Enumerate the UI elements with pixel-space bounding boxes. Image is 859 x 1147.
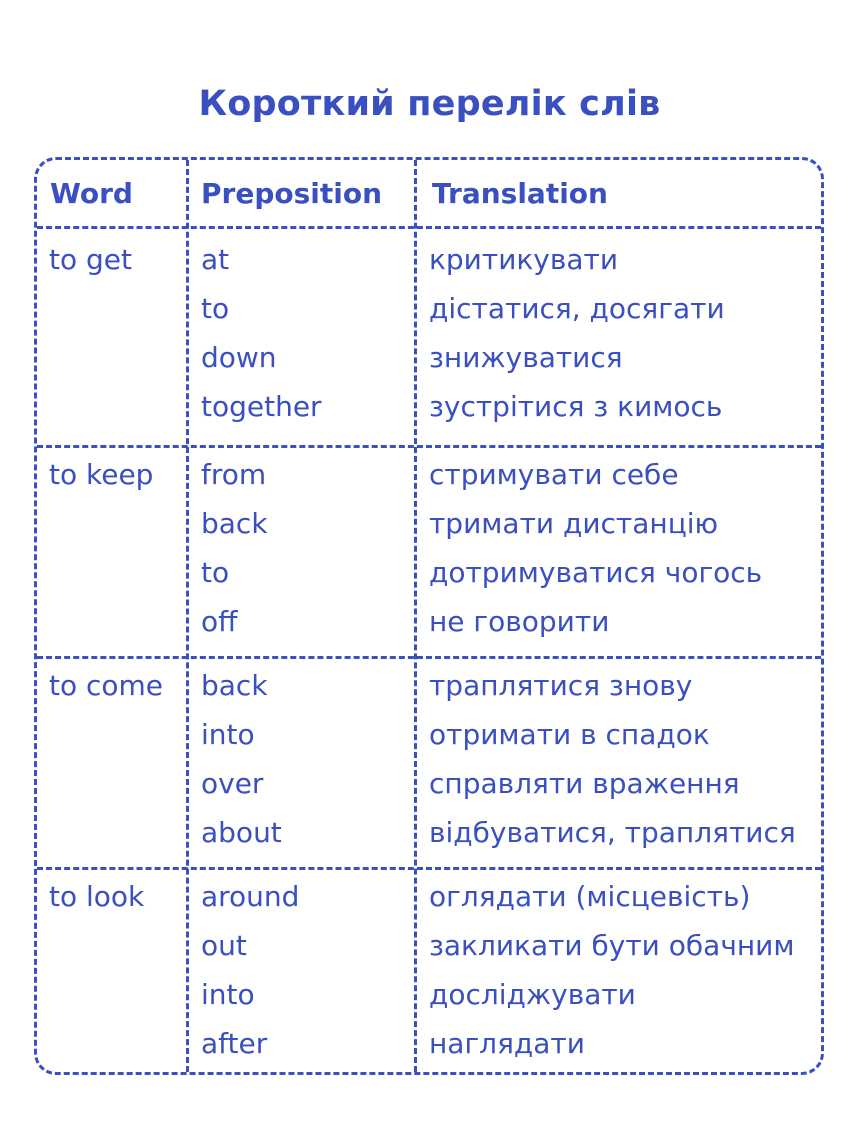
word-cell: to look [49, 880, 145, 913]
header-divider [37, 226, 821, 229]
group-divider-2 [37, 656, 821, 659]
preposition-cell: back [201, 669, 268, 702]
translation-cell: тримати дистанцію [429, 507, 719, 540]
word-cell: to keep [49, 458, 154, 491]
translation-cell: відбуватися, траплятися [429, 816, 796, 849]
word-cell: to get [49, 243, 132, 276]
preposition-cell: over [201, 767, 264, 800]
translation-cell: дотримуватися чогось [429, 556, 763, 589]
preposition-cell: at [201, 243, 230, 276]
translation-cell: оглядати (місцевість) [429, 880, 751, 913]
word-cell: to come [49, 669, 164, 702]
preposition-cell: after [201, 1027, 268, 1060]
translation-cell: траплятися знову [429, 669, 693, 702]
translation-cell: наглядати [429, 1027, 585, 1060]
preposition-cell: about [201, 816, 282, 849]
column-divider-word [186, 160, 189, 1072]
translation-cell: отримати в спадок [429, 718, 710, 751]
column-divider-preposition [414, 160, 417, 1072]
page-title: Короткий перелік слів [198, 84, 661, 124]
translation-cell: критикувати [429, 243, 619, 276]
preposition-cell: back [201, 507, 268, 540]
translation-cell: зустрітися з кимось [429, 390, 723, 423]
preposition-cell: around [201, 880, 300, 913]
preposition-cell: into [201, 718, 255, 751]
preposition-cell: to [201, 292, 230, 325]
group-divider-1 [37, 445, 821, 448]
header-word: Word [50, 177, 133, 210]
translation-cell: стримувати себе [429, 458, 679, 491]
preposition-cell: to [201, 556, 230, 589]
header-preposition: Preposition [201, 177, 383, 210]
translation-cell: закликати бути обачним [429, 929, 795, 962]
preposition-cell: down [201, 341, 277, 374]
preposition-cell: out [201, 929, 247, 962]
translation-cell: досліджувати [429, 978, 636, 1011]
translation-cell: не говорити [429, 605, 610, 638]
preposition-cell: into [201, 978, 255, 1011]
translation-cell: справляти враження [429, 767, 740, 800]
preposition-cell: from [201, 458, 267, 491]
group-divider-3 [37, 867, 821, 870]
translation-cell: знижуватися [429, 341, 623, 374]
translation-cell: дістатися, досягати [429, 292, 725, 325]
preposition-cell: off [201, 605, 238, 638]
preposition-cell: together [201, 390, 322, 423]
header-translation: Translation [432, 177, 608, 210]
